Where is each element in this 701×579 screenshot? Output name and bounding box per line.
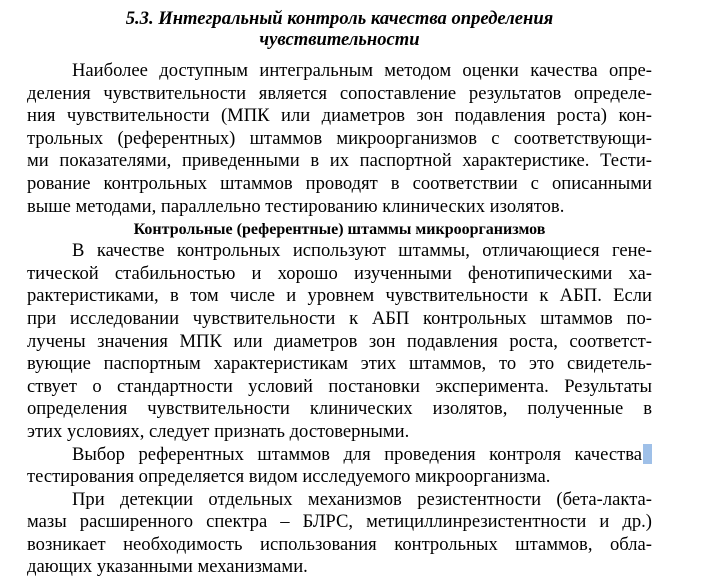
paragraph-4-line: мазы расширенного спектра – БЛРС, метициллинрезистентности и др.) <box>27 511 652 533</box>
paragraph-4-line: При детекции отдельных механизмов резистентности (бета-лакта- <box>72 488 652 510</box>
paragraph-2-line: определения чувствительности клинических изолятов, полученные в <box>27 398 652 420</box>
paragraph-4-line: возникает необходимость использования контрольных штаммов, обла- <box>27 533 652 555</box>
paragraph-4-line: дающих указанными механизмами. <box>27 556 308 578</box>
paragraph-1-line: ния чувствительности (МПК или диаметров зон подавления роста) кон- <box>27 105 652 127</box>
paragraph-2-line: рактеристиками, в том числе и уровнем чувствительности к АБП. Если <box>27 285 652 307</box>
section-title <box>27 8 652 50</box>
section-title-line-1: 5.3. Интегральный контроль качества определения <box>125 8 554 29</box>
paragraph-1-line: деления чувствительности является сопоставление результатов определе- <box>27 82 652 104</box>
paragraph-2-line: ствует о стандартности условий постановки эксперимента. Результаты <box>27 375 652 397</box>
subheading: Контрольные (референтные) штаммы микроорганизмов <box>133 221 546 239</box>
paragraph-2-line: лучены значения МПК или диаметров зон подавления роста, соответст- <box>27 330 652 352</box>
document-page <box>27 8 652 579</box>
paragraph-2-line: при исследовании чувствительности к АБП контрольных штаммов по- <box>27 307 652 329</box>
paragraph-1-line: ми показателями, приведенными в их паспортной характеристике. Тести- <box>27 150 652 172</box>
paragraph-3-line: тестирования определяется видом исследуемого микроорганизма. <box>27 466 551 488</box>
paragraph-2-line: В качестве контрольных используют штаммы, отличающиеся гене- <box>72 240 652 262</box>
paragraph-1-line: трольных (референтных) штаммов микроорганизмов с соответствующи- <box>27 127 652 149</box>
paragraph-2-line: этих условиях, следует признать достоверными. <box>27 420 410 442</box>
paragraph-1-line: выше методами, параллельно тестированию клинических изолятов. <box>27 195 565 217</box>
paragraph-3-line-1 <box>27 444 652 467</box>
section-title-line-2: чувствительности <box>259 29 420 50</box>
paragraph-2-line: вующие паспортным характеристикам этих штаммов, то это свидетель- <box>27 353 652 375</box>
paragraph-2-line: тической стабильностью и хорошо изученными фенотипическими ха- <box>27 262 652 284</box>
paragraph-3-line-1-text: Выбор референтных штаммов для проведения контроля качества <box>72 443 642 465</box>
paragraph-3 <box>27 444 652 489</box>
paragraph-1-line: рование контрольных штаммов проводят в соответствии с описанными <box>27 172 652 194</box>
paragraph-1-line: Наиболее доступным интегральным методом оценки качества опре- <box>72 60 652 81</box>
paragraph-2 <box>27 240 652 443</box>
paragraph-1 <box>27 60 652 218</box>
text-cursor <box>643 444 652 464</box>
paragraph-4 <box>27 489 652 579</box>
